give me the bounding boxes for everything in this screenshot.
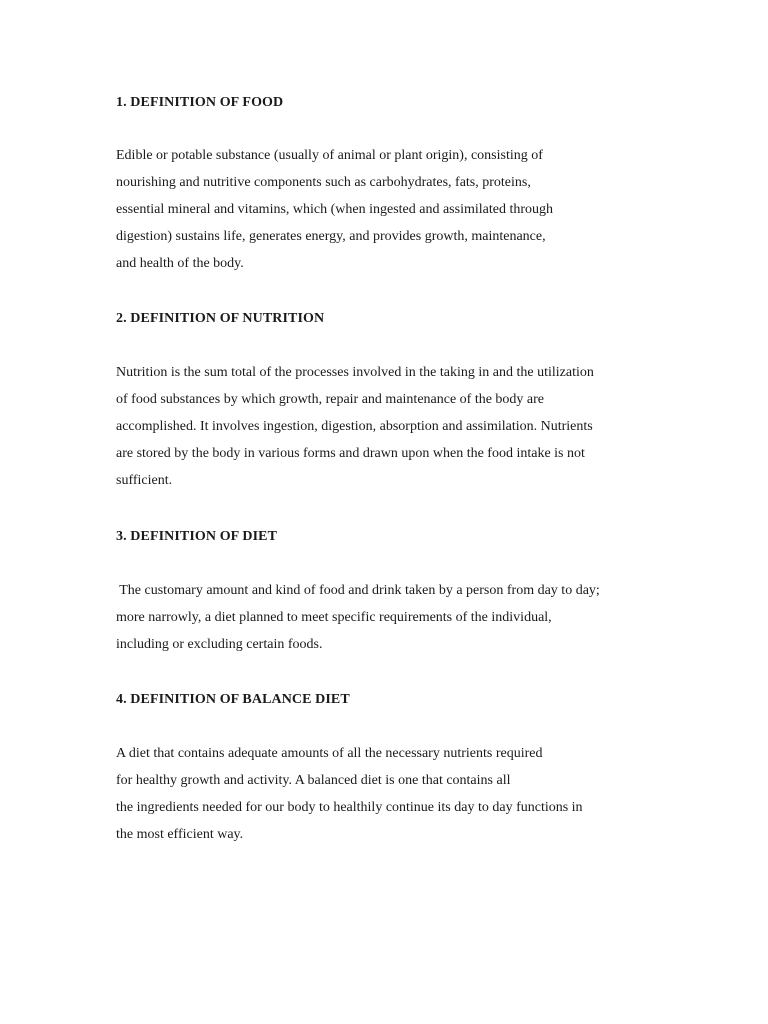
- section-paragraph-balance-diet: [116, 740, 676, 848]
- paragraph-line: A diet that contains adequate amounts of all the necessary nutrients required: [116, 746, 543, 761]
- paragraph-line: the most efficient way.: [116, 827, 244, 842]
- paragraph-line: Nutrition is the sum total of the processes involved in the taking in and the utilization: [116, 365, 594, 380]
- paragraph-line: essential mineral and vitamins, which (when ingested and assimilated through: [116, 202, 554, 217]
- paragraph-line: for healthy growth and activity. A balanced diet is one that contains all: [116, 773, 511, 788]
- paragraph-line: nourishing and nutritive components such as carbohydrates, fats, proteins,: [116, 175, 531, 190]
- paragraph-line: are stored by the body in various forms and drawn upon when the food intake is not: [116, 446, 585, 461]
- section-heading-food: 1. DEFINITION OF FOOD: [116, 95, 284, 110]
- section-paragraph-diet: [116, 577, 676, 658]
- paragraph-line: digestion) sustains life, generates energy, and provides growth, maintenance,: [116, 229, 546, 244]
- paragraph-line: and health of the body.: [116, 256, 244, 271]
- paragraph-line: more narrowly, a diet planned to meet specific requirements of the individual,: [116, 610, 552, 625]
- section-heading-diet: 3. DEFINITION OF DIET: [116, 529, 278, 544]
- paragraph-line: The customary amount and kind of food and drink taken by a person from day to day;: [116, 583, 600, 598]
- section-paragraph-nutrition: [116, 359, 676, 494]
- paragraph-line: Edible or potable substance (usually of animal or plant origin), consisting of: [116, 148, 543, 163]
- section-heading-nutrition: 2. DEFINITION OF NUTRITION: [116, 311, 325, 326]
- section-heading-balance-diet: 4. DEFINITION OF BALANCE DIET: [116, 692, 350, 707]
- paragraph-line: including or excluding certain foods.: [116, 637, 323, 652]
- section-paragraph-food: [116, 142, 676, 277]
- document-page: [116, 93, 676, 848]
- paragraph-line: accomplished. It involves ingestion, digestion, absorption and assimilation. Nutrients: [116, 419, 593, 434]
- paragraph-line: the ingredients needed for our body to healthily continue its day to day functions in: [116, 800, 583, 815]
- paragraph-line: of food substances by which growth, repair and maintenance of the body are: [116, 392, 545, 407]
- paragraph-line: sufficient.: [116, 473, 173, 488]
